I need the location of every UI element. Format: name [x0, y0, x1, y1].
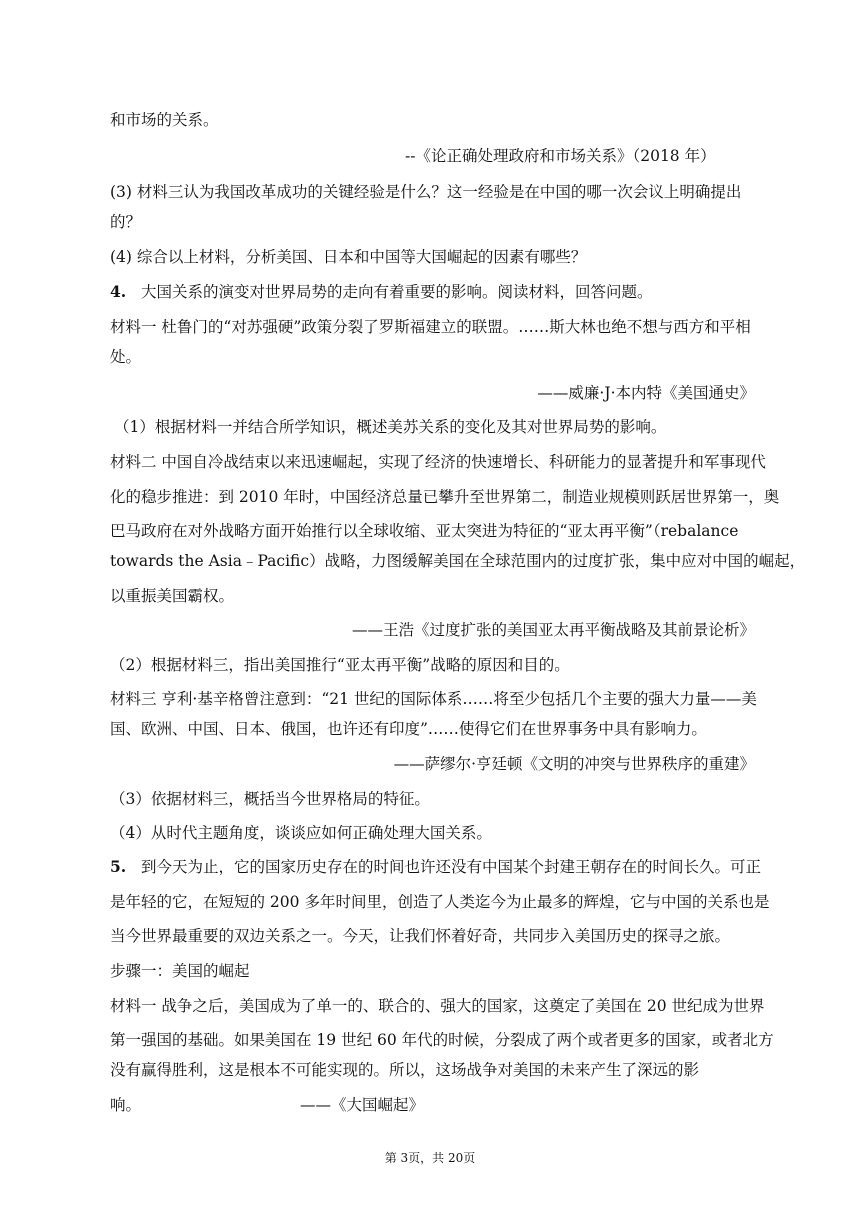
text-line: 和市场的关系。 — [110, 111, 219, 129]
source-citation: ——威廉·J·本内特《美国通史》 — [537, 384, 755, 402]
question-heading-5 — [110, 857, 761, 877]
question-heading-4 — [110, 282, 652, 302]
question-3: (3) 材料三认为我国改革成功的关键经验是什么？这一经验是在中国的哪一次会议上明确提出 — [110, 183, 742, 201]
material-one-step: 材料一 战争之后，美国成为了单一的、联合的、强大的国家，这奠定了美国在 20 世纪成为世界 — [110, 997, 765, 1015]
material-one: 材料一 杜鲁门的“对苏强硬”政策分裂了罗斯福建立的联盟。……斯大林也绝不想与西方和平相 — [110, 318, 751, 336]
text-line: 国、欧洲、中国、日本、俄国，也许还有印度”……使得它们在世界事务中具有影响力。 — [110, 720, 707, 738]
text-line: 的？ — [110, 213, 142, 231]
text-line: 是年轻的它，在短短的 200 多年时间里，创造了人类迄今为止最多的辉煌，它与中国的关系也是 — [110, 893, 770, 911]
source-citation: --《论正确处理政府和市场关系》（2018 年） — [405, 147, 716, 165]
text-line: 响。 — [110, 1096, 142, 1114]
source-citation: ——《大国崛起》 — [300, 1096, 425, 1114]
question-stem: 到今天为止，它的国家历史存在的时间也许还没有中国某个封建王朝存在的时间长久。可正 — [140, 858, 761, 876]
step-heading: 步骤一：美国的崛起 — [110, 962, 250, 980]
text-line: 巴马政府在对外战略方面开始推行以全球收缩、亚太突进为特征的“亚太再平衡”（rebalance — [110, 522, 739, 540]
question-number: 4. — [110, 282, 127, 301]
text-line: 第一强国的基础。如果美国在 19 世纪 60 年代的时候，分裂成了两个或者更多的国家，或者北方 — [110, 1031, 774, 1049]
question-number: 5. — [110, 857, 127, 876]
material-three: 材料三 亨利·基辛格曾注意到：“21 世纪的国际体系……将至少包括几个主要的强大力量——美 — [110, 690, 757, 708]
sub-question-1: （1）根据材料一并结合所学知识，概述美苏关系的变化及其对世界局势的影响。 — [114, 418, 667, 436]
page-footer: 第 3页，共 20页 — [384, 1151, 476, 1165]
source-citation: ——王浩《过度扩张的美国亚太再平衡战略及其前景论析》 — [351, 621, 755, 639]
sub-question-2: （2）根据材料三，指出美国推行“亚太再平衡”战略的原因和目的。 — [110, 656, 570, 674]
sub-question-3: （3）依据材料三，概括当今世界格局的特征。 — [110, 790, 430, 808]
material-two: 材料二 中国自冷战结束以来迅速崛起，实现了经济的快速增长、科研能力的显著提升和军事现代 — [110, 453, 766, 471]
question-stem: 大国关系的演变对世界局势的走向有着重要的影响。阅读材料，回答问题。 — [140, 283, 653, 301]
sub-question-4: （4）从时代主题角度，谈谈应如何正确处理大国关系。 — [110, 824, 492, 842]
text-line: 当今世界最重要的双边关系之一。今天，让我们怀着好奇，共同步入美国历史的探寻之旅。 — [110, 927, 731, 945]
text-line: 化的稳步推进：到 2010 年时，中国经济总量已攀升至世界第二，制造业规模则跃居世界第一，奥 — [110, 488, 780, 506]
text-line: 没有赢得胜利，这是根本不可能实现的。所以，这场战争对美国的未来产生了深远的影 — [110, 1061, 700, 1079]
source-citation: ——萨缪尔·亨廷顿《文明的冲突与世界秩序的重建》 — [393, 755, 755, 773]
text-line: 以重振美国霸权。 — [110, 587, 235, 605]
question-4: (4) 综合以上材料，分析美国、日本和中国等大国崛起的因素有哪些？ — [110, 248, 587, 266]
text-line: 处。 — [110, 348, 142, 366]
text-line: towards the Asia﹣Pacific）战略，力图缓解美国在全球范围内的过度扩张，集中应对中国的崛起， — [110, 552, 806, 570]
